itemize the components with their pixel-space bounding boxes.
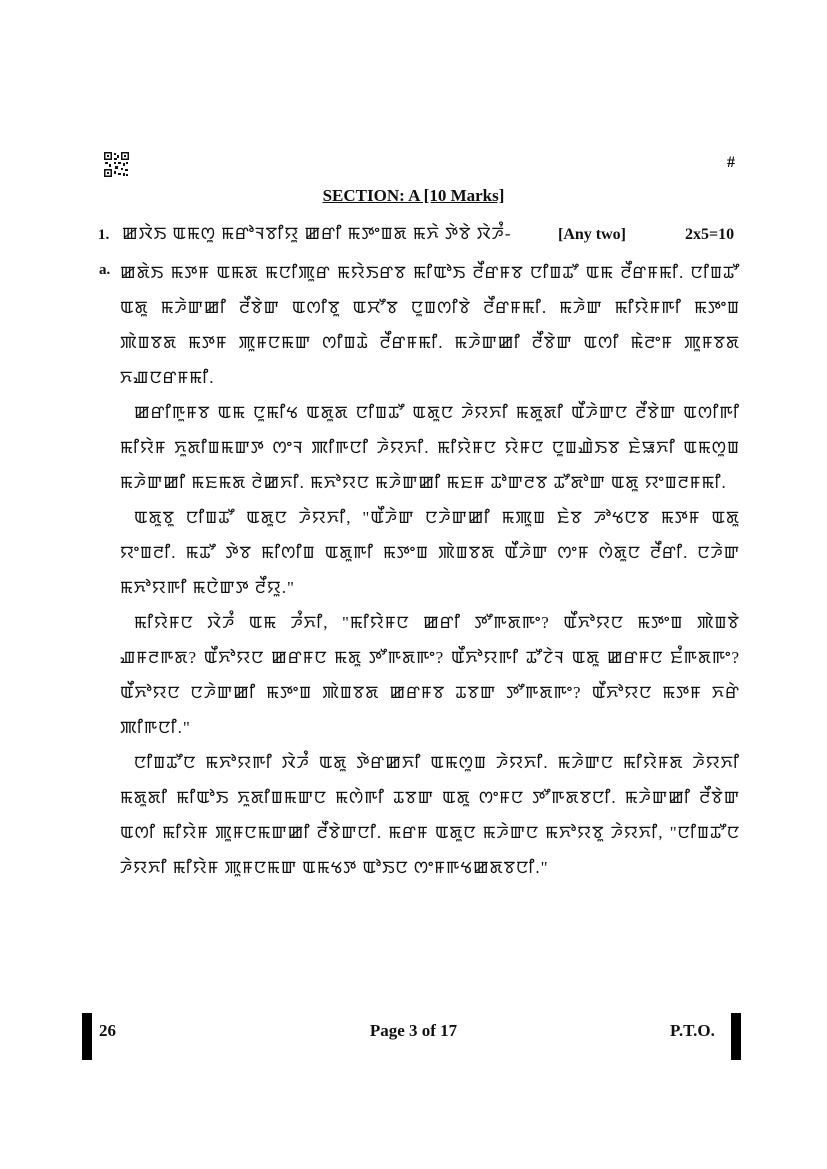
page-number: Page 3 of 17 bbox=[369, 1021, 458, 1040]
sub-question-label: a. bbox=[99, 262, 111, 278]
page-marker: # bbox=[727, 154, 735, 171]
paragraph: ꯅꯤꯡꯊꯧꯅ ꯃꯈꯣꯌꯒꯤ ꯋꯥꯍꯪ ꯑꯗꯨ ꯇꯥꯔꯀꯈꯤ ꯑꯃꯁꯨꯡ ꯍꯥꯌꯈꯤ. ꯃꯍꯥꯛꯅ ꯃꯤꯌꯥꯝꯗ ꯍꯥꯌꯈꯤ ꯃꯗꯨꯗꯤ ꯃꯤꯑꯣꯏ ꯈꯨꯗꯤꯡꯃꯛꯅ ꯃꯁꯥꯒꯤ ꯊꯕꯛ ꯑꯗꯨ ꯁꯦꯝꯅ ꯇꯧꯒꯗꯕꯅꯤ. ꯃꯍꯥꯛꯀꯤ ꯂꯩꯕꯥꯛ ꯑꯁꯤ ꯃꯤꯌꯥꯝ ꯄꯨꯝꯅꯃꯛꯀꯤ ꯂꯩꯕꯥꯛꯅꯤ. ꯃꯔꯝ ꯑꯗꯨꯅ ꯃꯍꯥꯛꯅ ꯃꯈꯣꯌꯕꯨ ꯍꯥꯌꯈꯤ, "ꯅꯤꯡꯊꯧꯅ ꯍꯥꯌꯈꯤ ꯃꯤꯌꯥꯝ ꯄꯨꯝꯅꯃꯛ ꯑꯃꯠꯇ ꯑꯣꯏꯅ ꯁꯦꯝꯒꯠꯀꯗꯕꯅꯤ." bbox=[120, 753, 740, 877]
paragraph: ꯃꯤꯌꯥꯝꯅ ꯋꯥꯍꯪ ꯑꯃ ꯍꯪꯈꯤ, "ꯃꯤꯌꯥꯝꯅ ꯀꯔꯤ ꯇꯧꯒꯗꯒꯦ? ꯑꯩꯈꯣꯌꯅ ꯃꯇꯦꯡ ꯄꯥꯡꯕꯥ ꯉꯝꯂꯒꯗ? ꯑꯩꯈꯣꯌꯅ ꯀꯔꯝꯅ ꯃꯗꯨ ꯇꯧꯒꯗꯒꯦ? ꯑꯩꯈꯣꯌꯒꯤ ꯊꯧꯖꯥꯜ ꯑꯗꯨ ꯀꯔꯝꯅ ꯐꯪꯒꯗꯒꯦ? ꯑꯩꯈꯣꯌꯅ ꯅꯍꯥꯛꯀꯤ ꯃꯇꯦꯡ ꯄꯥꯡꯕꯗ ꯀꯔꯝꯕ ꯊꯕꯛ ꯇꯧꯒꯗꯒꯦ? ꯑꯩꯈꯣꯌꯅ ꯃꯇꯝ ꯈꯔꯥ ꯄꯤꯒꯅꯤ." bbox=[120, 613, 740, 737]
section-title: SECTION: A [10 Marks] bbox=[322, 186, 505, 205]
passage bbox=[120, 255, 740, 885]
question-number: 1. bbox=[98, 227, 110, 243]
please-turn-over: P.T.O. bbox=[670, 1021, 715, 1040]
paragraph: ꯑꯗꯨꯕꯨ ꯅꯤꯡꯊꯧ ꯑꯗꯨꯅ ꯍꯥꯌꯈꯤ, "ꯑꯩꯍꯥꯛ ꯅꯍꯥꯛꯀꯤ ꯃꯄꯨꯡ ꯐꯥꯕ ꯍꯣꯠꯅꯕ ꯃꯇꯝ ꯑꯗꯨ ꯌꯦꯡꯂꯤ. ꯃꯊꯧ ꯇꯥꯕ ꯃꯤꯁꯤꯡ ꯑꯗꯨꯒꯤ ꯃꯇꯦꯡ ꯄꯥꯡꯕꯗ ꯑꯩꯍꯥꯛ ꯁꯦꯝ ꯁꯥꯗꯨꯅ ꯂꯩꯔꯤ. ꯅꯍꯥꯛ ꯃꯈꯣꯌꯒꯤ ꯃꯅꯥꯛꯇ ꯂꯩꯌꯨ." bbox=[120, 508, 740, 597]
qr-code-icon bbox=[104, 152, 129, 177]
paragraph: ꯀꯗꯥꯏ ꯃꯇꯝ ꯑꯃꯗ ꯃꯅꯤꯄꯨꯔ ꯃꯌꯥꯏꯔꯕ ꯃꯤꯑꯣꯏ ꯂꯩꯔꯝꯕ ꯅꯤꯡꯊꯧ ꯑꯃ ꯂꯩꯔꯝꯃꯤ. ꯅꯤꯡꯊꯧ ꯑꯗꯨ ꯃꯍꯥꯛꯀꯤ ꯂꯩꯕꯥꯛ ꯑꯁꯤꯕꯨ ꯑꯆꯧꯕ ꯅꯨꯡꯁꯤꯕꯥ ꯂꯩꯔꯝꯃꯤ. ꯃꯍꯥꯛ ꯃꯤꯌꯥꯝꯒꯤ ꯃꯇꯦꯡ ꯄꯥꯡꯕꯗ ꯃꯇꯝ ꯄꯨꯝꯅꯃꯛ ꯁꯤꯡꯊꯥ ꯂꯩꯔꯝꯃꯤ. ꯃꯍꯥꯛꯀꯤ ꯂꯩꯕꯥꯛ ꯑꯁꯤ ꯃꯥꯂꯦꯝ ꯄꯨꯝꯕꯗ ꯈꯉꯅꯔꯝꯃꯤ. bbox=[120, 263, 740, 387]
question-marks: 2x5=10 bbox=[685, 226, 735, 243]
footer-code-number: 26 bbox=[99, 1021, 116, 1040]
paragraph: ꯀꯔꯤꯒꯨꯝꯕ ꯑꯃ ꯅꯨꯃꯤꯠ ꯑꯗꯨꯗ ꯅꯤꯡꯊꯧ ꯑꯗꯨꯅ ꯍꯥꯌꯈꯤ ꯃꯗꯨꯗꯤ ꯑꯩꯍꯥꯛꯅ ꯂꯩꯕꯥꯛ ꯑꯁꯤꯒꯤ ꯃꯤꯌꯥꯝ ꯈꯨꯗꯤꯡꯃꯛꯇ ꯁꯦꯜ ꯄꯤꯒꯅꯤ ꯍꯥꯌꯈꯤ. ꯃꯤꯌꯥꯝꯅ ꯌꯥꯝꯅ ꯅꯨꯡꯉꯥꯏꯕ ꯐꯥꯎꯈꯤ ꯑꯃꯁꯨꯡ ꯃꯍꯥꯛꯀꯤ ꯃꯐꯃꯗ ꯂꯥꯀꯈꯤ. ꯃꯈꯣꯌꯅ ꯃꯍꯥꯛꯀꯤ ꯃꯐꯝ ꯊꯣꯛꯂꯕ ꯊꯧꯗꯣꯛ ꯑꯗꯨ ꯌꯦꯡꯂꯝꯃꯤ. bbox=[120, 403, 740, 492]
question-choice-note: [Any two] bbox=[558, 226, 626, 243]
question-text: ꯀꯋꯥꯏ ꯑꯃꯁꯨ ꯃꯔꯣꯜꯕꯤꯌꯨ ꯀꯔꯤ ꯃꯇꯦꯡꯗ ꯃꯈꯥ ꯇꯥꯕꯥ ꯋꯥꯍꯪ- bbox=[122, 224, 512, 243]
